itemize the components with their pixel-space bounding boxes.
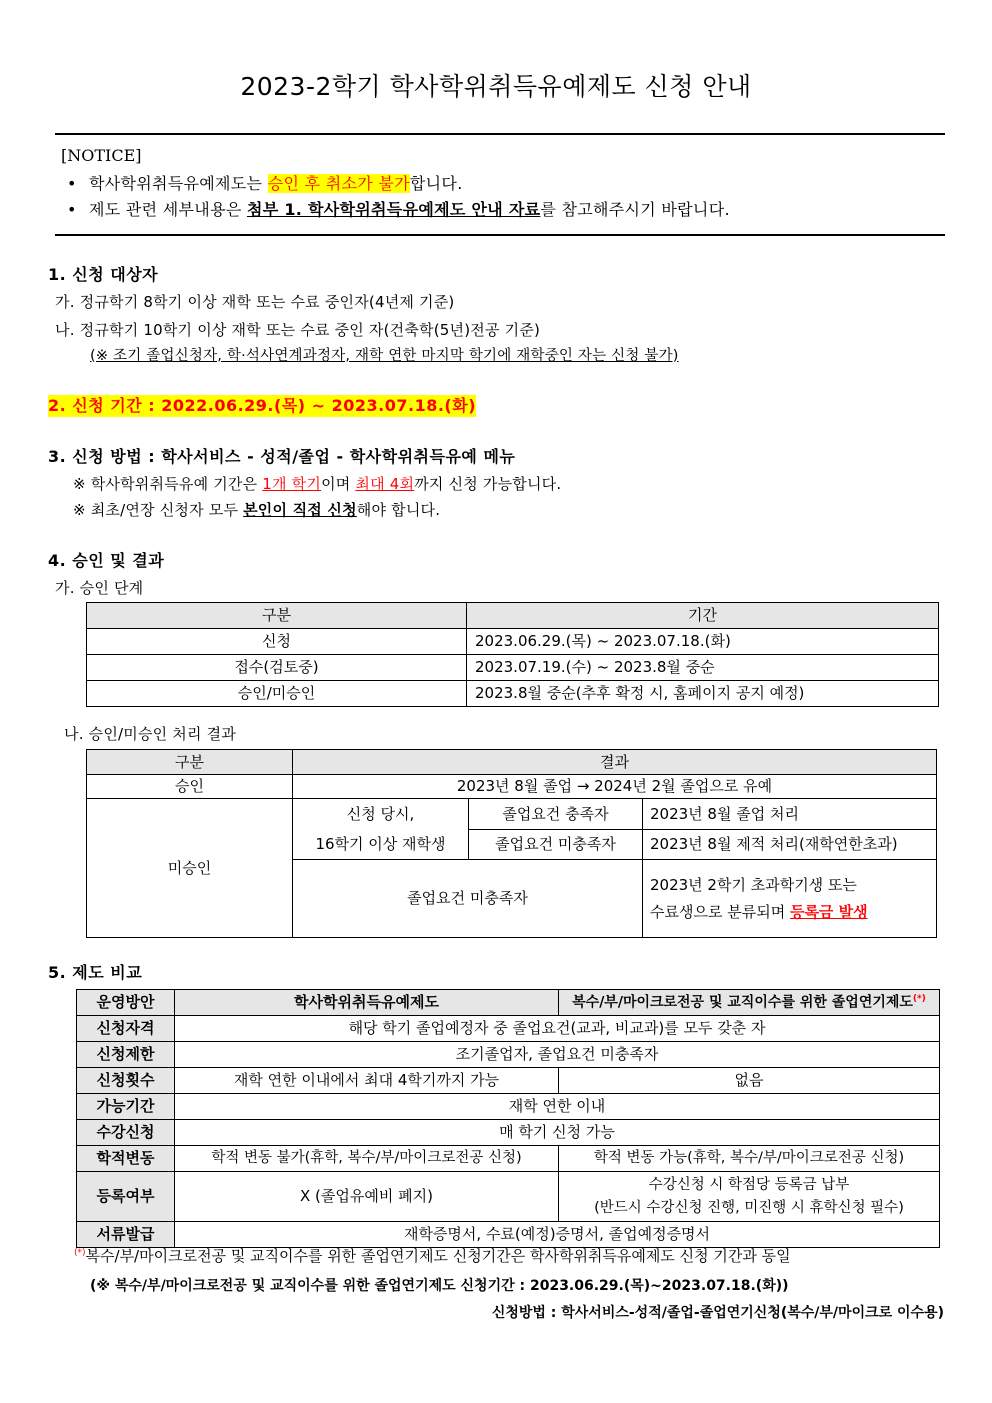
table-row: 신청자격 해당 학기 졸업예정자 중 졸업요건(교과, 비교과)를 모두 갖춘 자 (77, 1016, 940, 1042)
table-row: 신청 2023.06.29.(목) ~ 2023.07.18.(화) (87, 629, 939, 655)
section-3-note-1: ※ 학사학위취득유예 기간은 1개 학기이며 최대 4회까지 신청 가능합니다. (73, 475, 562, 493)
section-3-title: 3. 신청 방법 : 학사서비스 - 성적/졸업 - 학사학위취득유예 메뉴 (48, 447, 516, 466)
section-1-item-b: 나. 정규학기 10학기 이상 재학 또는 수료 중인 자(건축학(5년)전공 기준) (55, 321, 541, 339)
notice-item-1: • 학사학위취득유예제도는 승인 후 취소가 불가합니다. (67, 173, 463, 193)
table-header: 학사학위취득유예제도 (175, 990, 559, 1016)
section-1-title: 1. 신청 대상자 (48, 265, 159, 284)
result-table (86, 749, 937, 938)
table-row: 신청제한 조기졸업자, 졸업요건 미충족자 (77, 1042, 940, 1068)
approval-steps-table (86, 602, 939, 707)
table-row: 서류발급 재학증명서, 수료(예정)증명서, 졸업예정증명서 (77, 1222, 940, 1248)
attachment-reference: 첨부 1. 학사학위취득유예제도 안내 자료 (246, 200, 541, 220)
table-header: 기간 (467, 603, 939, 629)
footnote-3: 신청방법 : 학사서비스-성적/졸업-졸업연기신청(복수/부/마이크로 이수용) (491, 1305, 944, 1321)
bullet-icon: • (67, 200, 77, 220)
section-4-title: 4. 승인 및 결과 (48, 551, 165, 570)
table-header: 운영방안 (77, 990, 175, 1016)
table-row: 승인 2023년 8월 졸업 → 2024년 2월 졸업으로 유예 (87, 775, 937, 799)
section-5-title: 5. 제도 비교 (48, 963, 143, 982)
notice-header: [NOTICE] (61, 146, 142, 165)
footnote-2: (※ 복수/부/마이크로전공 및 교직이수를 위한 졸업연기제도 신청기간 : 2023.06.29.(목)~2023.07.18.(화)) (90, 1278, 789, 1294)
table-header: 복수/부/마이크로전공 및 교직이수를 위한 졸업연기제도(*) (559, 990, 940, 1016)
table-row: 신청횟수 재학 연한 이내에서 최대 4학기까지 가능 없음 (77, 1068, 940, 1094)
approval-steps-label: 가. 승인 단계 (55, 579, 144, 597)
table-row: 졸업요건 미충족자 2023년 2학기 초과학기생 또는 수료생으로 분류되며 등록금 발생 (87, 860, 937, 938)
section-1-item-a: 가. 정규학기 8학기 이상 재학 또는 수료 중인자(4년제 기준) (55, 293, 455, 311)
bullet-icon: • (67, 173, 77, 193)
highlight-text: 승인 후 취소가 불가 (267, 173, 410, 193)
table-header: 구분 (87, 750, 293, 775)
notice-item-2: • 제도 관련 세부내용은 첨부 1. 학사학위취득유예제도 안내 자료를 참고해주시기 바랍니다. (67, 200, 730, 220)
table-row: 승인/미승인 2023.8월 중순(추후 확정 시, 홈페이지 공지 예정) (87, 681, 939, 707)
notice-box (55, 133, 945, 236)
table-row: 수강신청 매 학기 신청 가능 (77, 1120, 940, 1146)
table-header: 결과 (293, 750, 937, 775)
table-row: 미승인 신청 당시, 16학기 이상 재학생 졸업요건 충족자 2023년 8월 졸업 처리 (87, 799, 937, 830)
table-row: 졸업요건 미충족자 2023년 8월 제적 처리(재학연한초과) (87, 829, 937, 860)
table-row: 등록여부 X (졸업유예비 폐지) 수강신청 시 학점당 등록금 납부 (반드시 수강신청 진행, 미진행 시 휴학신청 필수) (77, 1172, 940, 1222)
section-2-title: 2. 신청 기간 : 2022.06.29.(목) ~ 2023.07.18.(화) (48, 396, 477, 415)
page-title: 2023-2학기 학사학위취득유예제도 신청 안내 (240, 72, 752, 101)
footnote-1: (*)복수/부/마이크로전공 및 교직이수를 위한 졸업연기제도 신청기간은 학사학위취득유예제도 신청 기간과 동일 (74, 1247, 791, 1265)
result-label: 나. 승인/미승인 처리 결과 (64, 725, 237, 743)
table-header: 구분 (87, 603, 467, 629)
table-row: 접수(검토중) 2023.07.19.(수) ~ 2023.8월 중순 (87, 655, 939, 681)
section-3-note-2: ※ 최초/연장 신청자 모두 본인이 직접 신청해야 합니다. (73, 501, 441, 519)
table-row: 가능기간 재학 연한 이내 (77, 1094, 940, 1120)
condition-cell: 신청 당시, 16학기 이상 재학생 (293, 799, 469, 860)
section-1-note: (※ 조기 졸업신청자, 학·석사연계과정자, 재학 연한 마지막 학기에 재학중인 자는 신청 불가) (90, 348, 679, 364)
table-row: 학적변동 학적 변동 불가(휴학, 복수/부/마이크로전공 신청) 학적 변동 가능(휴학, 복수/부/마이크로전공 신청) (77, 1146, 940, 1172)
comparison-table (76, 989, 940, 1248)
